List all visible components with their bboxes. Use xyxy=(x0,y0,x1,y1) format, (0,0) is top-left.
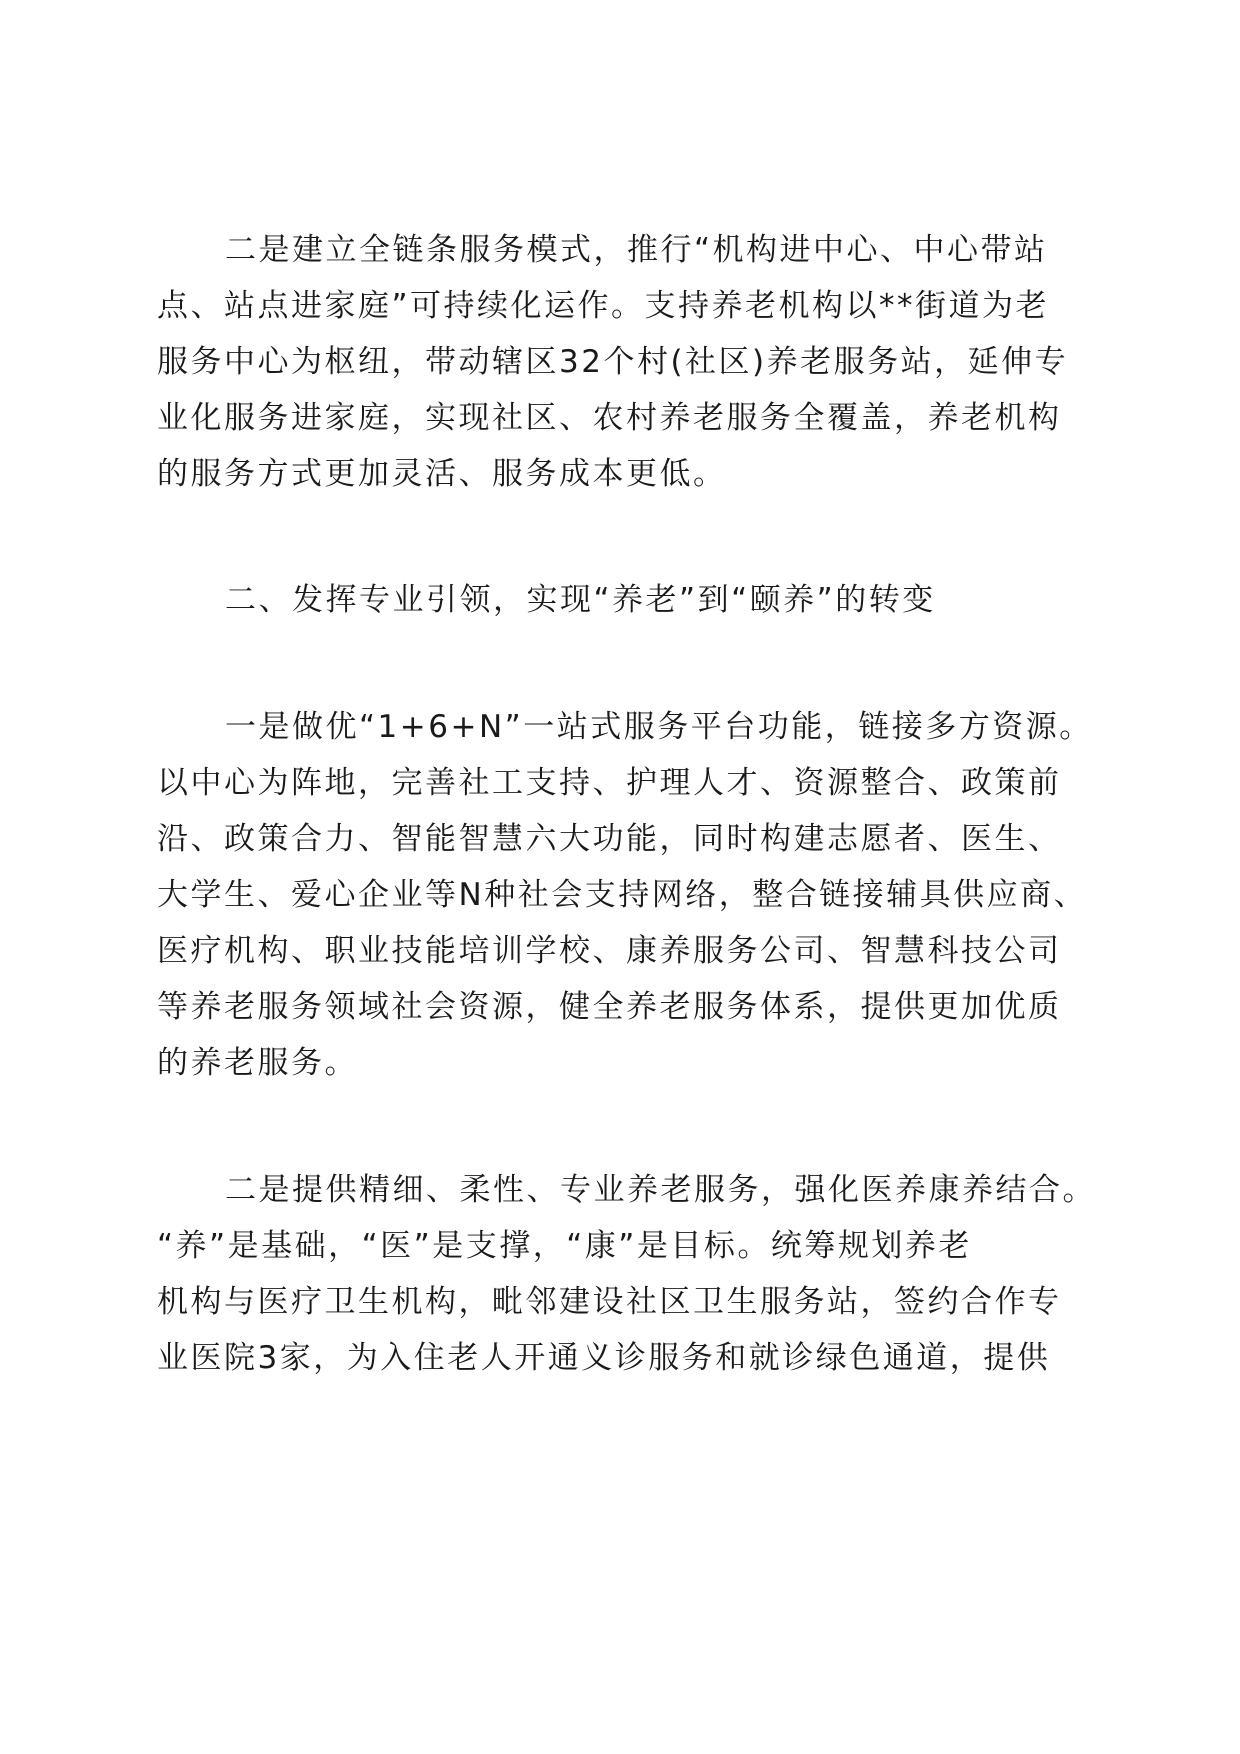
paragraph-2-line-4: 大学生、爱心企业等N种社会支持网络，整合链接辅具供应商、 xyxy=(157,877,1088,913)
paragraph-1-line-2: 点、站点进家庭”可持续化运作。支持养老机构以**街道为老 xyxy=(157,288,1050,324)
paragraph-2-line-3: 沿、政策合力、智能智慧六大功能，同时构建志愿者、医生、 xyxy=(157,821,1062,857)
paragraph-1-line-3: 服务中心为枢纽，带动辖区32个村(社区)养老服务站，延伸专 xyxy=(157,344,1069,380)
paragraph-2-line-7: 的养老服务。 xyxy=(157,1045,358,1081)
paragraph-3-line-2: “养”是基础，“医”是支撑，“康”是目标。统筹规划养老 xyxy=(157,1228,972,1264)
paragraph-1-line-1: 二是建立全链条服务模式，推行“机构进中心、中心带站 xyxy=(225,232,1048,268)
paragraph-2-line-1: 一是做优“1+6+N”一站式服务平台功能，链接多方资源。 xyxy=(225,709,1093,745)
paragraph-3-line-1: 二是提供精细、柔性、专业养老服务，强化医养康养结合。 xyxy=(225,1172,1096,1208)
paragraph-2-line-6: 等养老服务领域社会资源，健全养老服务体系，提供更加优质 xyxy=(157,989,1062,1025)
paragraph-3-line-3: 机构与医疗卫生机构，毗邻建设社区卫生服务站，签约合作专 xyxy=(157,1284,1062,1320)
paragraph-3-line-4: 业医院3家，为入住老人开通义诊服务和就诊绿色通道，提供 xyxy=(157,1340,1051,1376)
section-heading: 二、发挥专业引领，实现“养老”到“颐养”的转变 xyxy=(225,582,936,618)
paragraph-2-line-2: 以中心为阵地，完善社工支持、护理人才、资源整合、政策前 xyxy=(157,765,1062,801)
paragraph-1-line-4: 业化服务进家庭，实现社区、农村养老服务全覆盖，养老机构 xyxy=(157,400,1062,436)
paragraph-1-line-5: 的服务方式更加灵活、服务成本更低。 xyxy=(157,456,727,492)
paragraph-2-line-5: 医疗机构、职业技能培训学校、康养服务公司、智慧科技公司 xyxy=(157,933,1062,969)
